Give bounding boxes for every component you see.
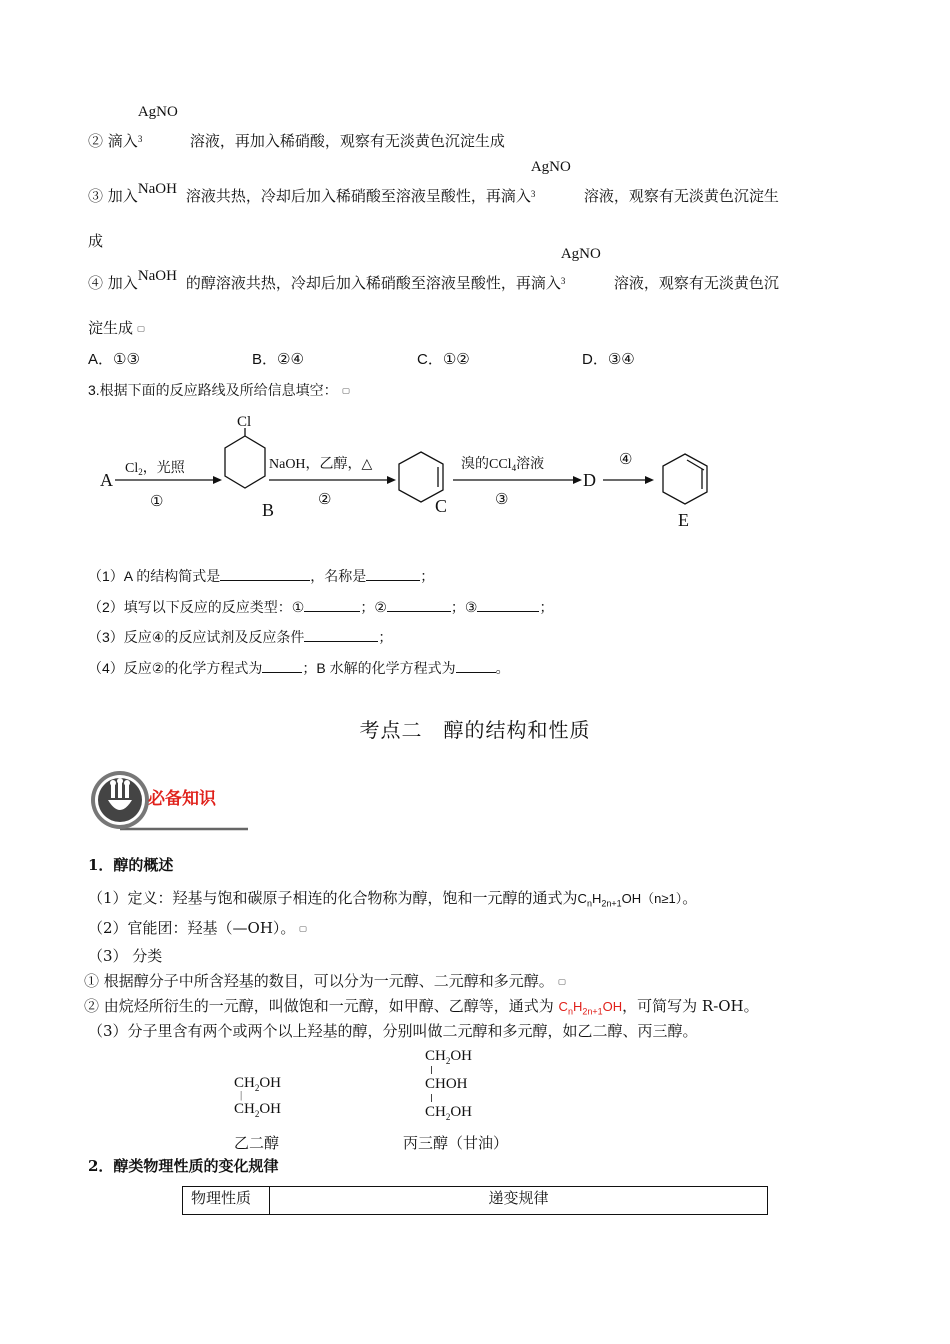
answer-blank[interactable] xyxy=(456,658,496,673)
answer-option-c[interactable]: C．①② xyxy=(417,351,470,368)
answer-option-b[interactable]: B．②④ xyxy=(252,351,304,368)
answer-blank[interactable] xyxy=(477,597,539,612)
s1-definition: （1）定义：羟基与饱和碳原子相连的化合物称为醇，饱和一元醇的通式为$C_nH_{2n+1}OH(n\ge 1)$。 xyxy=(88,889,698,909)
r1-number: ① xyxy=(150,494,164,510)
ethylene-glycol-name: 乙二醇 xyxy=(234,1134,280,1152)
badge-label: 必备知识 xyxy=(148,789,216,809)
option-line-3: ③ 加入 NaOH 溶液共热，冷却后加入稀硝酸至溶液呈酸性，再滴入 AgNO $_3$ 溶液，观察有无淡黄色沉淀生 xyxy=(88,159,779,205)
r3-number: ③ xyxy=(495,492,509,508)
answer-blank[interactable] xyxy=(304,597,360,612)
bond-line xyxy=(431,1094,432,1102)
arrow-4-head xyxy=(645,476,654,484)
arrow-1-head xyxy=(213,476,222,484)
knowledge-badge xyxy=(90,768,250,832)
option-line-4: ④ 加入 NaOH 的醇溶液共热，冷却后加入稀硝酸至溶液呈酸性，再滴入 AgNO $_3$ 溶液，观察有无淡黄色沉 xyxy=(88,246,779,292)
chlorine-label: Cl xyxy=(237,414,252,430)
s1-title: 1．醇的概述 xyxy=(88,856,174,874)
r1-condition: $Cl_2$，光照 xyxy=(125,461,185,477)
section-title: 考点二 醇的结构和性质 xyxy=(359,718,591,742)
r2-number: ② xyxy=(318,492,332,508)
s2-title: 2．醇类物理性质的变化规律 xyxy=(88,1157,279,1175)
glycerol-name: 丙三醇（甘油） xyxy=(403,1134,509,1152)
question-3-title: 3.根据下面的反应路线及所给信息填空： xyxy=(88,380,351,400)
subq-3: （3）反应④的反应试剂及反应条件 ； xyxy=(88,629,393,645)
subq-2: （2）填写以下反应的反应类型：① ；② ；③ ； xyxy=(88,599,554,615)
r4-number: ④ xyxy=(619,452,633,468)
answer-blank[interactable] xyxy=(304,627,378,642)
s1-class-3: （3）分子里含有两个或两个以上羟基的醇，分别叫做二元醇和多元醇，如乙二醇、丙三醇。 xyxy=(88,1022,698,1040)
table-header-row xyxy=(183,1187,768,1215)
option-line-2: ② 滴入 AgNO $_3$ 溶液，再加入稀硝酸，观察有无淡黄色沉淀生成 xyxy=(88,104,505,150)
diene-double-bond-2 xyxy=(687,460,704,470)
bond-line xyxy=(431,1066,432,1074)
arrow-2-head xyxy=(387,476,396,484)
compound-a: A xyxy=(100,470,113,490)
subq-1: （1）A 的结构简式是 ，名称是 ； xyxy=(88,568,435,584)
answer-blank[interactable] xyxy=(366,566,420,581)
table-header-cell: 递变规律 xyxy=(270,1187,768,1215)
reaction-scheme xyxy=(95,408,725,538)
properties-table xyxy=(182,1186,768,1215)
cyclohexadiene-ring xyxy=(663,454,707,504)
option-line-3-cont: 成 xyxy=(88,232,104,250)
s1-functional-group: （2）官能团：羟基（—OH）。 xyxy=(88,918,308,938)
s1-classification: （3） 分类 xyxy=(88,947,163,965)
compound-b: B xyxy=(262,500,275,520)
compound-e: E xyxy=(678,510,689,530)
edit-mark-icon xyxy=(558,979,565,985)
answer-blank[interactable] xyxy=(220,566,310,581)
answer-option-d[interactable]: D．③④ xyxy=(582,351,635,368)
arrow-3-head xyxy=(573,476,582,484)
edit-mark-icon xyxy=(138,326,145,332)
cyclohexene-ring xyxy=(399,452,443,502)
answer-option-a[interactable]: A．①③ xyxy=(88,351,140,368)
cyclohexane-ring xyxy=(225,436,265,488)
edit-mark-icon xyxy=(342,388,349,394)
answer-blank[interactable] xyxy=(262,658,302,673)
s1-class-2: ② 由烷烃所衍生的一元醇，叫做饱和一元醇，如甲醇、乙醇等，通式为 $C_nH_{2n+1}OH$，可简写为 R-OH。 xyxy=(84,997,759,1017)
s1-class-1: ① 根据醇分子中所含羟基的数目，可以分为一元醇、二元醇和多元醇。 xyxy=(84,971,567,991)
edit-mark-icon xyxy=(300,926,307,932)
subq-4: （4）反应②的化学方程式为 ；B 水解的化学方程式为 。 xyxy=(88,660,510,676)
table-header-cell: 物理性质 xyxy=(183,1187,270,1215)
r2-condition: NaOH，乙醇，△ xyxy=(269,457,373,472)
bond-line: | xyxy=(240,1089,243,1101)
compound-c: C xyxy=(435,496,448,516)
r3-condition: 溴的CCl$_4$溶液 xyxy=(461,457,545,473)
option-line-4-cont: 淀生成 xyxy=(88,318,146,338)
answer-blank[interactable] xyxy=(387,597,451,612)
compound-d: D xyxy=(583,470,596,490)
